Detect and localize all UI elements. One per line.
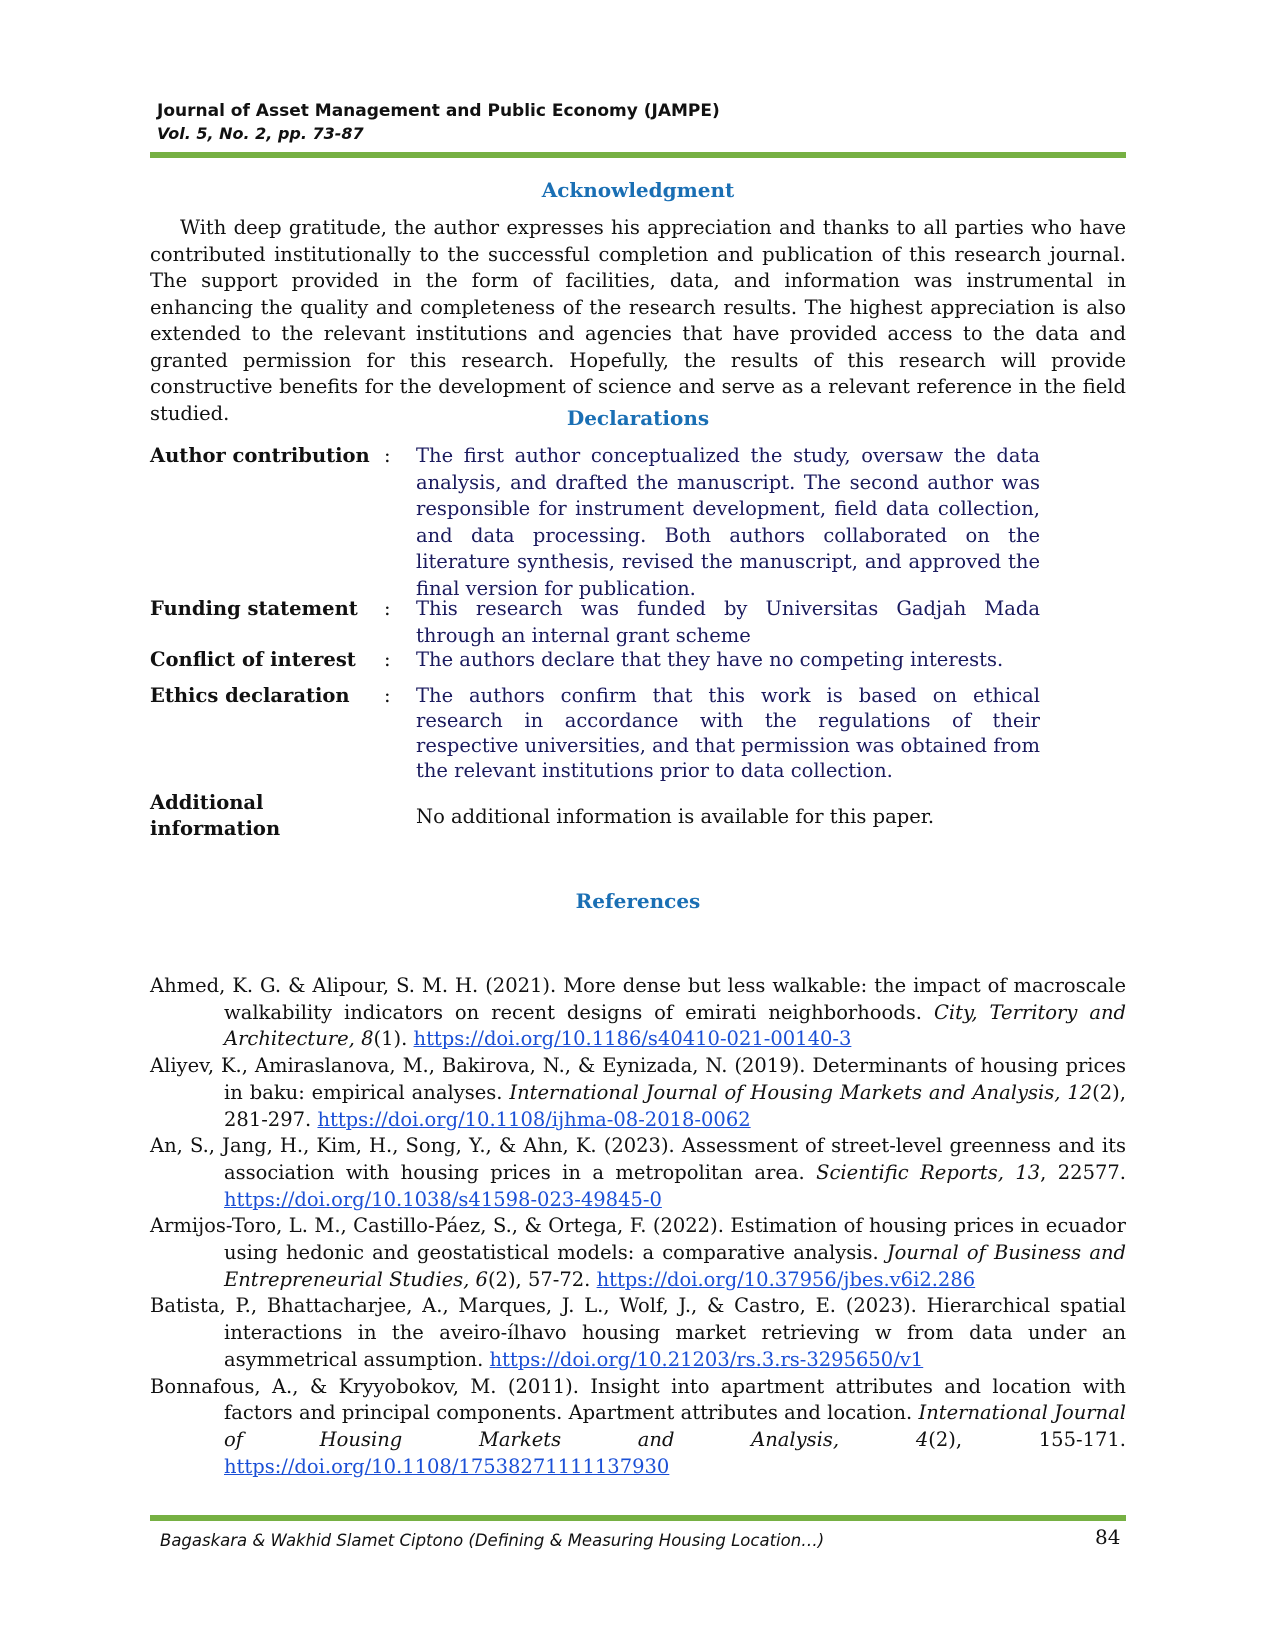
declaration-colon: : xyxy=(384,444,391,467)
reference-source: International Journal of Housing Markets and Analysis, 4 xyxy=(224,1401,1127,1451)
declaration-label: Additional information xyxy=(150,791,281,840)
header-rule xyxy=(150,152,1126,158)
reference-source: Journal of Business and Entrepreneurial Studies, 6 xyxy=(224,1241,1126,1291)
declaration-label: Ethics declaration xyxy=(150,684,350,707)
declaration-colon: : xyxy=(384,597,391,620)
reference-authors-text: Bonnafous, A., & Kryyobokov, M. (2011). Insight into apartment attributes and location with factors and principal components. Apartment attributes and location. xyxy=(150,1374,1126,1425)
declaration-value: No additional information is available for this paper. xyxy=(416,805,935,828)
acknowledgment-title: Acknowledgment xyxy=(541,178,735,202)
declaration-label: Conflict of interest xyxy=(150,648,356,671)
reference-doi-link[interactable]: https://doi.org/10.1186/s40410-021-00140-3 xyxy=(413,1027,852,1051)
reference-item xyxy=(150,1213,1126,1293)
journal-header xyxy=(157,100,1117,145)
reference-item xyxy=(150,1374,1126,1481)
reference-authors-text: Aliyev, K., Amiraslanova, M., Bakirova, N., & Eynizada, N. (2019). Determinants of housing prices in baku: empirical analyses. xyxy=(150,1054,1126,1104)
reference-item xyxy=(150,1053,1126,1133)
reference-details: (2), 155-171. xyxy=(928,1427,1126,1451)
reference-doi-link[interactable]: https://doi.org/10.1108/ijhma-08-2018-0062 xyxy=(317,1107,751,1131)
reference-authors-text: An, S., Jang, H., Kim, H., Song, Y., & Ahn, K. (2023). Assessment of street-level greenness and its association with housing prices in a metropolitan area. xyxy=(150,1134,1126,1184)
journal-name: Journal of Asset Management and Public Economy (JAMPE) xyxy=(157,101,720,121)
reference-item xyxy=(150,1133,1126,1213)
reference-details: , 22577. xyxy=(1040,1160,1126,1184)
footer-rule xyxy=(150,1515,1126,1521)
reference-doi-link[interactable]: https://doi.org/10.21203/rs.3.rs-3295650/v1 xyxy=(489,1347,924,1371)
reference-details: (2), 57-72. xyxy=(487,1267,597,1291)
reference-source: City, Territory and Architecture, 8 xyxy=(224,1000,1126,1051)
acknowledgment-text: With deep gratitude, the author expresses his appreciation and thanks to all parties who have contributed institutionally to the successful completion and publication of this research journal. The support provided in the form of facilities, data, and information was instrumental in enhancing the quality and completeness of the research results. The highest appreciation is also extended to the relevant institutions and agencies that have provided access to the data and granted permission for this research. Hopefully, the results of this research will provide constructive benefits for the development of science and serve as a relevant reference in the field studied. xyxy=(150,216,1126,425)
reference-authors-text: Ahmed, K. G. & Alipour, S. M. H. (2021). More dense but less walkable: the impact of macroscale walkability indicators on recent designs of emirati neighborhoods. xyxy=(150,974,1126,1024)
reference-details: (1). xyxy=(373,1027,414,1051)
reference-item xyxy=(150,973,1126,1053)
declaration-label: Author contribution xyxy=(150,444,370,467)
declaration-label: Funding statement xyxy=(150,597,358,620)
footer-citation: Bagaskara & Wakhid Slamet Ciptono (Defining & Measuring Housing Location…) xyxy=(160,1531,825,1550)
declaration-value: The authors confirm that this work is based on ethical research in accordance with the regulations of their respective universities, and that permission was obtained from the relevant institutions prior to data collection. xyxy=(416,684,1040,782)
reference-doi-link[interactable]: https://doi.org/10.1108/17538271111137930 xyxy=(224,1454,670,1478)
reference-doi-link[interactable]: https://doi.org/10.1038/s41598-023-49845-0 xyxy=(224,1187,662,1211)
volume-info: Vol. 5, No. 2, pp. 73-87 xyxy=(157,124,364,143)
reference-details: (2), 281-297. xyxy=(224,1080,1126,1131)
references-title: References xyxy=(575,889,701,913)
references-list xyxy=(150,973,1126,1480)
declaration-value: The first author conceptualized the study, oversaw the data analysis, and drafted the manuscript. The second author was responsible for instrument development, field data collection, and data processing. Both authors collaborated on the literature synthesis, revised the manuscript, and approved the final version for publication. xyxy=(416,444,1040,600)
declaration-value: This research was funded by Universitas Gadjah Mada through an internal grant scheme xyxy=(416,597,1040,647)
reference-item xyxy=(150,1293,1126,1373)
reference-doi-link[interactable]: https://doi.org/10.37956/jbes.v6i2.286 xyxy=(596,1267,976,1291)
reference-source: International Journal of Housing Markets and Analysis, 12 xyxy=(509,1080,1093,1104)
declaration-colon: : xyxy=(384,648,391,671)
reference-authors-text: Armijos-Toro, L. M., Castillo-Páez, S., & Ortega, F. (2022). Estimation of housing prices in ecuador using hedonic and geostatistical models: a comparative analysis. xyxy=(150,1214,1126,1265)
declaration-colon: : xyxy=(384,684,391,707)
reference-authors-text: Batista, P., Bhattacharjee, A., Marques, J. L., Wolf, J., & Castro, E. (2023). Hierarchical spatial interactions in the aveiro-ílhavo housing market retrieving w from data under an asymmetrical assumption. xyxy=(150,1294,1126,1371)
declaration-value: The authors declare that they have no competing interests. xyxy=(416,648,1004,671)
reference-source: Scientific Reports, 13 xyxy=(816,1160,1041,1184)
page-number: 84 xyxy=(1095,1525,1121,1549)
declarations-title: Declarations xyxy=(566,406,710,430)
